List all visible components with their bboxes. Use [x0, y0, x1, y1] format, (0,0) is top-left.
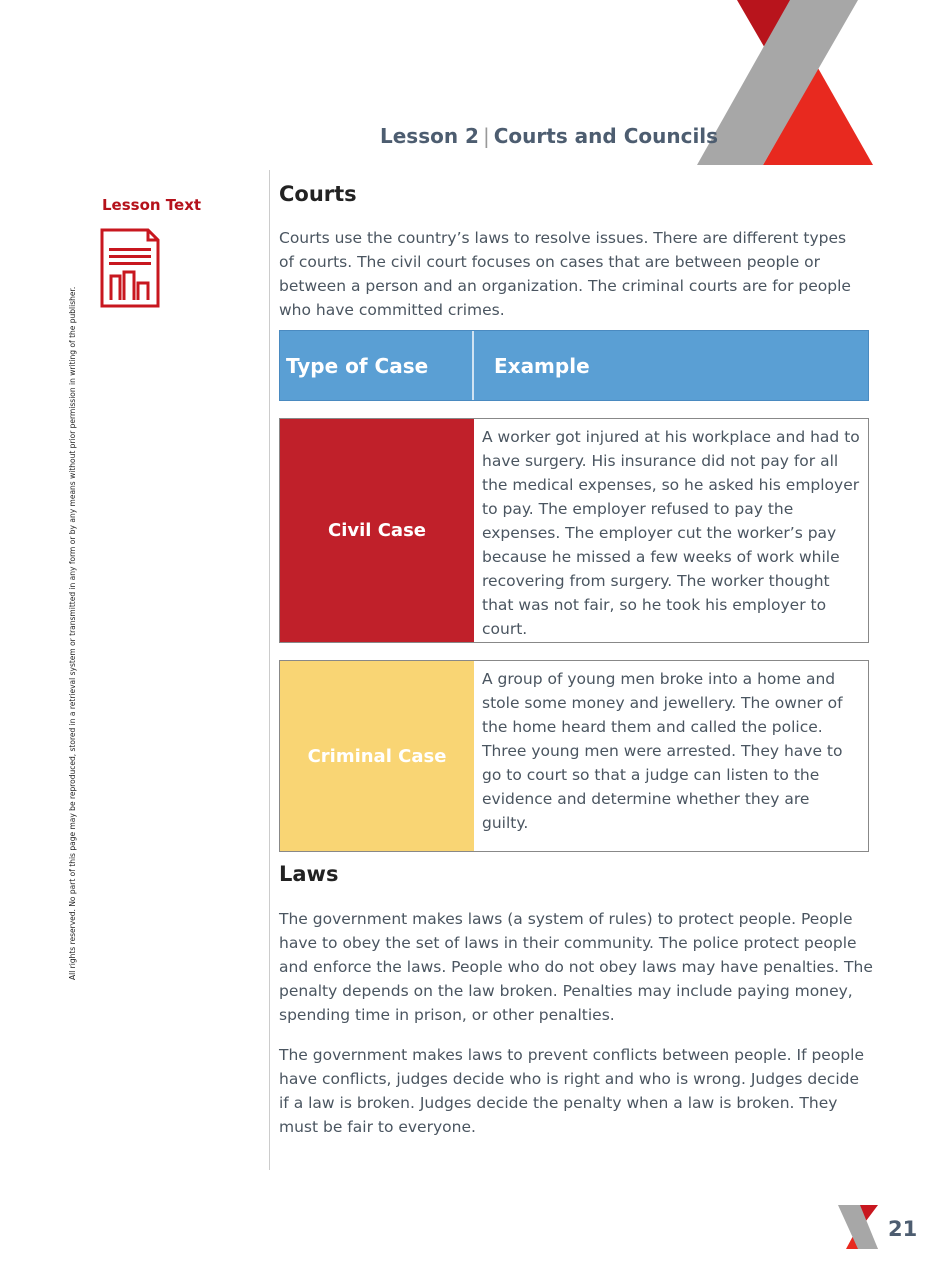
- column-divider: [269, 170, 270, 1170]
- lesson-text-label: Lesson Text: [102, 196, 202, 214]
- document-chart-icon: [100, 228, 162, 310]
- criminal-case-example: A group of young men broke into a home and stole some money and jewellery. The owner of the home heard them and called the police. Three young men were arrested. They have to go to court so that a judge can listen to the evidence and determine whether they are guilty.: [482, 670, 843, 832]
- lesson-name: Courts and Councils: [493, 124, 719, 148]
- copyright-notice: All rights reserved. No part of this page may be reproduced, stored in a retrieval system or transmitted in any form or by any means without prior permission in writing of the publisher.: [68, 286, 77, 980]
- header-type-of-case: Type of Case: [280, 331, 474, 400]
- table-row: [279, 660, 869, 852]
- laws-heading: Laws: [279, 862, 339, 886]
- title-separator: |: [482, 124, 490, 148]
- page-number: 21: [888, 1217, 918, 1241]
- table-header: [279, 330, 869, 401]
- laws-paragraph-1: The government makes laws (a system of rules) to protect people. People have to obey the set of laws in their community. The police protect people and enforce the laws. People who do not obey laws may have penalties. The penalty depends on the law broken. Penalties may include paying money, spending time in prison, or other penalties.: [279, 910, 873, 1024]
- lesson-title: [380, 124, 718, 148]
- courts-body: Courts use the country’s laws to resolve issues. There are different types of courts. The civil court focuses on cases that are between people or between a person and an organization. The criminal courts are for people who have committed crimes.: [279, 229, 851, 319]
- civil-case-example: A worker got injured at his workplace and had to have surgery. His insurance did not pay for all the medical expenses, so he asked his employer to pay. The employer refused to pay the expenses. The employer cut the worker’s pay because he missed a few weeks of work while recovering from surgery. The worker thought that was not fair, so he took his employer to court.: [482, 428, 860, 638]
- lesson-number: Lesson 2: [380, 124, 479, 148]
- laws-paragraph-2: The government makes laws to prevent conflicts between people. If people have conflicts, judges decide who is right and who is wrong. Judges decide if a law is broken. Judges decide the penalty when a law is broken. They must be fair to everyone.: [279, 1046, 864, 1136]
- footer-logo-icon: [838, 1205, 882, 1251]
- header-example: Example: [494, 353, 590, 378]
- courts-heading: Courts: [279, 182, 357, 206]
- civil-case-cell: Civil Case: [280, 419, 474, 642]
- criminal-case-cell: Criminal Case: [280, 661, 474, 851]
- table-row: [279, 418, 869, 643]
